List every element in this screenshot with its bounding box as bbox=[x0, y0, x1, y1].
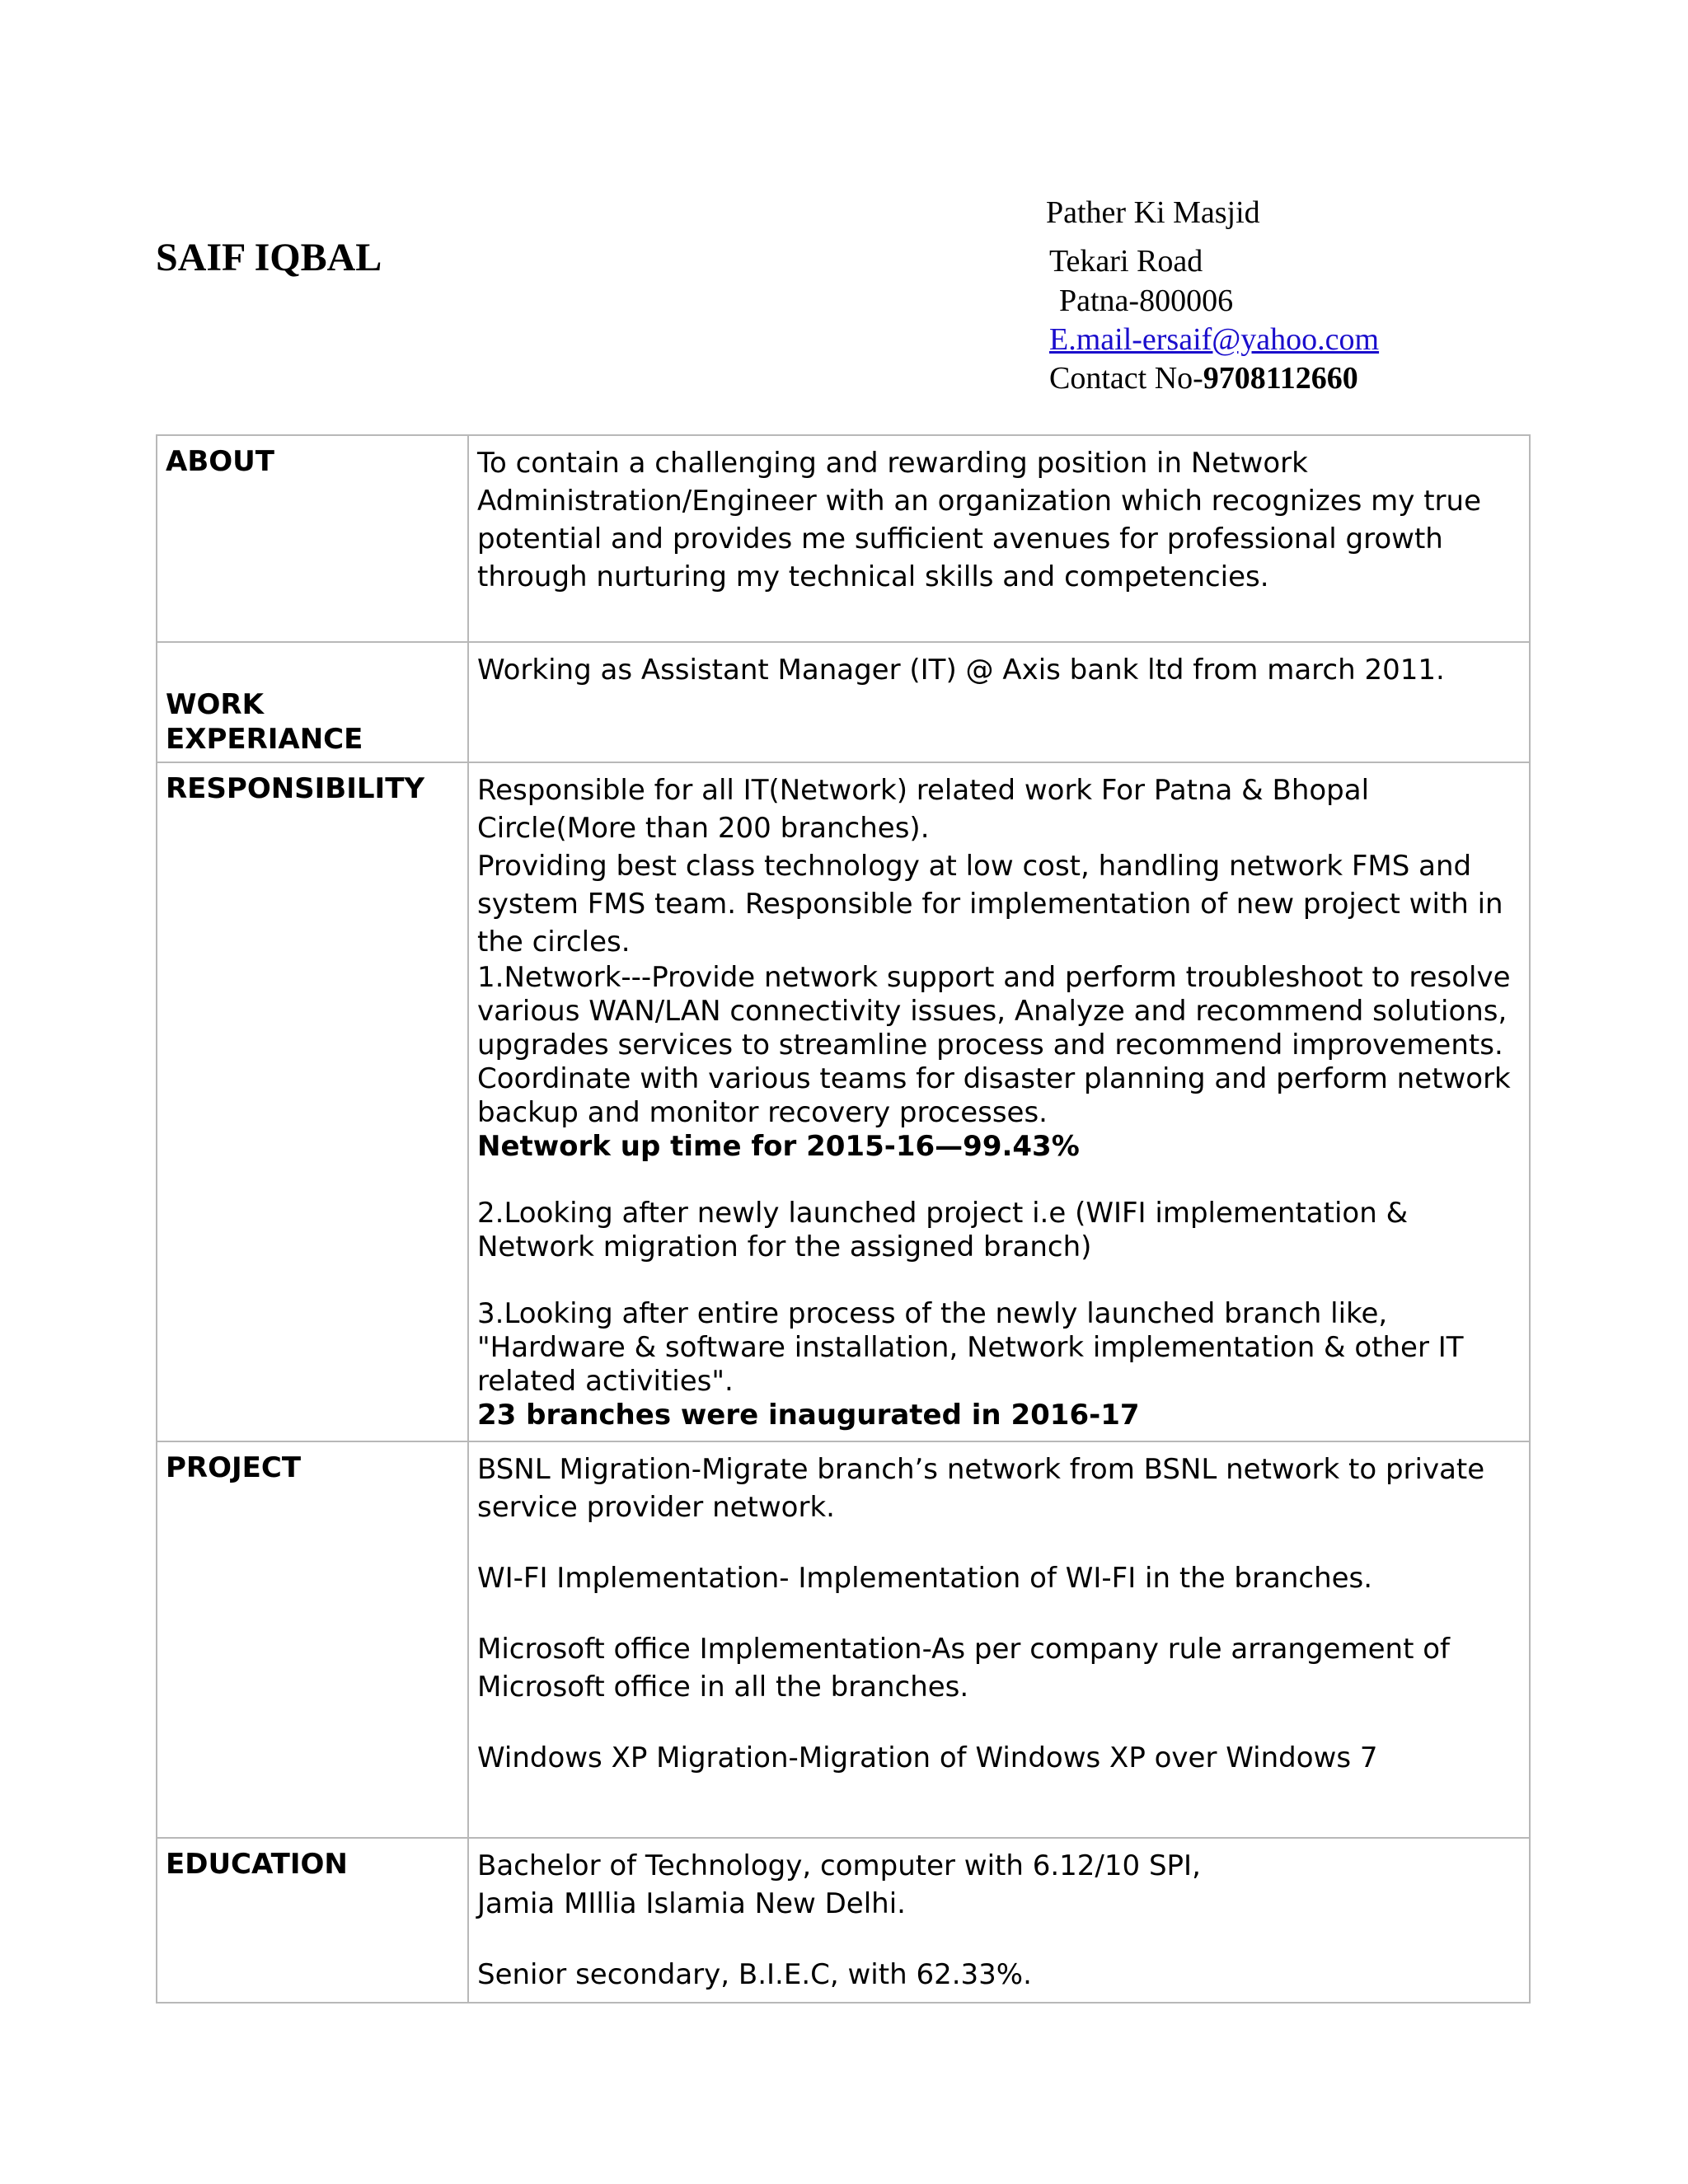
responsibility-p5: 3.Looking after entire process of the newly launched branch like, "Hardware & software installation, Network implementation & other IT related activities". bbox=[477, 1297, 1464, 1398]
resume-table bbox=[156, 434, 1531, 2004]
about-label: ABOUT bbox=[157, 435, 468, 642]
education-content bbox=[468, 1838, 1530, 2003]
project-content bbox=[468, 1441, 1530, 1838]
project-label: PROJECT bbox=[157, 1441, 468, 1838]
address-line-1: Pather Ki Masjid bbox=[1046, 195, 1260, 230]
spacer bbox=[477, 1164, 1521, 1197]
email-link[interactable]: E.mail-ersaif@yahoo.com bbox=[1049, 322, 1380, 357]
responsibility-p3: 1.Network---Provide network support and perform troubleshoot to resolve various WAN/LAN connectivity issues, Analyze and recommend solutions, upgrades services to streamline process and recommend improvements. Coordinate with various teams for disaster planning and perform network backup and monitor recovery processes. bbox=[477, 961, 1511, 1129]
about-text: To contain a challenging and rewarding position in Network Administration/Engineer with an organization which recognizes my true potential and provides me sufficient avenues for professional growth through nurturing my technical skills and competencies. bbox=[477, 447, 1482, 593]
responsibility-content bbox=[468, 762, 1530, 1441]
work-label: WORK EXPERIANCE bbox=[166, 688, 363, 756]
education-line-3: Senior secondary, B.I.E.C, with 62.33%. bbox=[477, 1958, 1032, 1991]
spacer bbox=[477, 1597, 1521, 1630]
responsibility-p1: Responsible for all IT(Network) related work For Patna & Bhopal Circle(More than 200 branches). bbox=[477, 774, 1370, 845]
address-line-3: Patna-800006 bbox=[1059, 284, 1234, 318]
resume-name: SAIF IQBAL bbox=[156, 236, 382, 279]
spacer bbox=[477, 1923, 1521, 1956]
work-row bbox=[157, 642, 1530, 762]
education-label: EDUCATION bbox=[157, 1838, 468, 2003]
contact-line bbox=[1049, 360, 1358, 398]
responsibility-p4: 2.Looking after newly launched project i.e (WIFI implementation & Network migration for the assigned branch) bbox=[477, 1197, 1409, 1263]
work-text: Working as Assistant Manager (IT) @ Axis bank ltd from march 2011. bbox=[477, 654, 1445, 687]
work-label-cell bbox=[157, 642, 468, 762]
responsibility-row bbox=[157, 762, 1530, 1441]
project-item: BSNL Migration-Migrate branch’s network from BSNL network to private service provider network. bbox=[477, 1453, 1485, 1524]
project-row bbox=[157, 1441, 1530, 1838]
project-item: Microsoft office Implementation-As per company rule arrangement of Microsoft office in all the branches. bbox=[477, 1633, 1450, 1704]
work-content bbox=[468, 642, 1530, 762]
spacer bbox=[477, 1706, 1521, 1739]
about-row bbox=[157, 435, 1530, 642]
education-row bbox=[157, 1838, 1530, 2003]
spacer bbox=[477, 1264, 1521, 1297]
education-line-1: Bachelor of Technology, computer with 6.12/10 SPI, bbox=[477, 1849, 1201, 1882]
contact-number: 9708112660 bbox=[1203, 361, 1358, 396]
project-item: WI-FI Implementation- Implementation of WI-FI in the branches. bbox=[477, 1562, 1373, 1595]
education-line-2: Jamia MIllia Islamia New Delhi. bbox=[477, 1887, 906, 1920]
contact-label: Contact No- bbox=[1049, 361, 1203, 396]
responsibility-p3-bold: Network up time for 2015-16—99.43% bbox=[477, 1130, 1080, 1163]
project-item: Windows XP Migration-Migration of Windows XP over Windows 7 bbox=[477, 1741, 1378, 1774]
address-line-2: Tekari Road bbox=[1049, 244, 1203, 279]
responsibility-label: RESPONSIBILITY bbox=[157, 762, 468, 1441]
responsibility-p5-bold: 23 branches were inaugurated in 2016-17 bbox=[477, 1399, 1140, 1432]
spacer bbox=[477, 1526, 1521, 1559]
responsibility-p2: Providing best class technology at low cost, handling network FMS and system FMS team. Responsible for implementation of new project with in the circles. bbox=[477, 850, 1503, 958]
about-content bbox=[468, 435, 1530, 642]
